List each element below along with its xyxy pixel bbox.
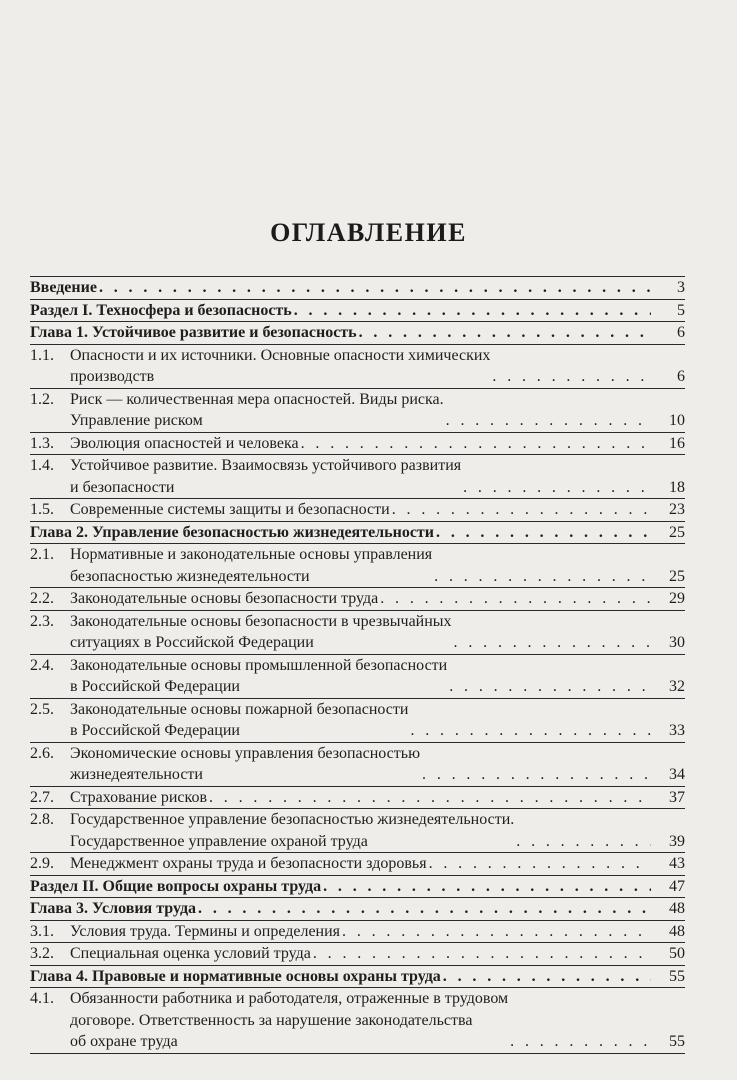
toc-page-number: 48 xyxy=(669,922,685,940)
toc-item-title: Устойчивое развитие. Взаимосвязь устойчивого развития и безопасности xyxy=(70,457,462,496)
toc-item-title: Современные системы защиты и безопасности xyxy=(70,501,390,518)
toc-heading xyxy=(30,300,685,323)
toc-item-title: Законодательные основы безопасности труда xyxy=(70,590,379,607)
dot-leader xyxy=(380,588,651,610)
toc-item-title: Глава 4. Правовые и нормативные основы охраны труда xyxy=(30,967,441,985)
dot-leader xyxy=(342,921,651,943)
dot-leader xyxy=(510,1031,651,1053)
toc-page-number: 48 xyxy=(669,900,685,917)
toc-item-title: Риск — количественная мера опасностей. Виды риска. Управление риском xyxy=(70,390,444,429)
dot-leader xyxy=(198,898,651,920)
dot-leader xyxy=(294,300,651,322)
toc-item xyxy=(30,588,685,611)
dot-leader xyxy=(446,410,651,432)
toc-item-number: 2.6. xyxy=(30,744,54,762)
toc-page-number: 29 xyxy=(669,590,685,607)
dot-leader xyxy=(422,764,651,786)
toc-item xyxy=(30,743,685,787)
toc-item xyxy=(30,455,685,499)
toc-page-number: 18 xyxy=(669,478,685,496)
dot-leader xyxy=(434,566,651,588)
toc-item xyxy=(30,809,685,853)
toc-heading xyxy=(30,322,685,345)
toc-item xyxy=(30,943,685,966)
toc-item-title: Экономические основы управления безопасностью жизнедеятельности xyxy=(70,744,421,783)
dot-leader xyxy=(429,853,651,875)
toc-item-title: Эволюция опасностей и человека xyxy=(70,434,299,452)
toc-heading xyxy=(30,898,685,921)
toc-item-number: 1.2. xyxy=(30,390,54,408)
toc-item-number: 1.1. xyxy=(30,346,54,364)
dot-leader xyxy=(443,966,651,988)
toc-item-title: Законодательные основы пожарной безопасности в Российской Федерации xyxy=(70,700,409,739)
toc-item-title: Законодательные основы безопасности в чрезвычайных ситуациях в Российской Федерации xyxy=(70,612,452,651)
toc-item xyxy=(30,611,685,655)
toc-page-number: 23 xyxy=(669,501,685,518)
toc-item-title: Глава 1. Устойчивое развитие и безопасность xyxy=(30,324,357,341)
dot-leader xyxy=(313,943,651,965)
toc-item-number: 3.1. xyxy=(30,922,54,940)
toc-item-number: 1.4. xyxy=(30,457,54,474)
toc-page-number: 37 xyxy=(669,788,685,806)
dot-leader xyxy=(436,522,651,544)
toc-item xyxy=(30,853,685,876)
toc-page-number: 39 xyxy=(669,832,685,850)
toc-item xyxy=(30,389,685,433)
toc-page-number: 6 xyxy=(677,368,685,385)
toc-item-title: Обязанности работника и работодателя, отраженные в трудовом договоре. Ответственность за нарушение законодательства об охране труда xyxy=(70,990,509,1050)
toc-page-number: 50 xyxy=(669,945,685,962)
toc-item xyxy=(30,699,685,743)
dot-leader xyxy=(410,720,651,742)
toc-item-title: Нормативные и законодательные основы управления безопасностью жизнедеятельности xyxy=(70,546,433,585)
dot-leader xyxy=(463,477,651,499)
toc-item-title: Введение xyxy=(30,279,97,296)
toc-item-number: 2.9. xyxy=(30,855,54,872)
toc-item-title: Опасности и их источники. Основные опасности химических производств xyxy=(70,346,491,385)
toc-item-title: Раздел I. Техносфера и безопасность xyxy=(30,301,292,319)
toc-page-number: 10 xyxy=(669,412,685,429)
toc-item xyxy=(30,921,685,944)
toc-item-title: Законодательные основы промышленной безопасности в Российской Федерации xyxy=(70,656,448,695)
dot-leader xyxy=(99,277,651,299)
toc-item xyxy=(30,433,685,456)
dot-leader xyxy=(392,499,651,521)
dot-leader xyxy=(359,322,651,344)
toc-item-number: 1.3. xyxy=(30,434,54,452)
toc-item-number: 3.2. xyxy=(30,945,54,962)
toc-heading xyxy=(30,876,685,899)
toc-page-number: 43 xyxy=(669,855,685,872)
toc-item-title: Страхование рисков xyxy=(70,788,207,806)
toc-page-number: 5 xyxy=(677,301,685,319)
toc-page-number: 47 xyxy=(669,877,685,895)
toc-page-number: 34 xyxy=(669,766,685,783)
toc-item-title: Условия труда. Термины и определения xyxy=(70,922,341,940)
toc-item xyxy=(30,655,685,699)
dot-leader xyxy=(301,433,651,455)
toc-item-number: 2.1. xyxy=(30,546,54,563)
toc-page-number: 25 xyxy=(669,567,685,585)
toc-item-title: Специальная оценка условий труда xyxy=(70,945,311,962)
toc-item-title: Государственное управление безопасностью жизнедеятельности. Государственное управление охраной труда xyxy=(70,811,515,850)
toc-page-number: 55 xyxy=(669,1033,685,1050)
toc-page-number: 6 xyxy=(677,324,685,341)
toc-item-number: 2.5. xyxy=(30,700,54,718)
toc-item-title: Глава 2. Управление безопасностью жизнедеятельности xyxy=(30,523,435,541)
toc-item xyxy=(30,988,685,1054)
dot-leader xyxy=(323,876,651,898)
toc-item-title: Раздел II. Общие вопросы охраны труда xyxy=(30,877,322,895)
toc-page-number: 25 xyxy=(669,523,685,541)
toc-page-number: 3 xyxy=(677,279,685,296)
toc-item-number: 4.1. xyxy=(30,990,54,1007)
toc-item xyxy=(30,345,685,389)
toc-item-number: 2.2. xyxy=(30,590,54,607)
dot-leader xyxy=(449,676,651,698)
toc-item xyxy=(30,544,685,588)
toc-page-number: 55 xyxy=(669,967,685,985)
toc-item xyxy=(30,787,685,810)
toc-heading xyxy=(30,522,685,545)
toc-heading xyxy=(30,966,685,989)
dot-leader xyxy=(454,632,651,654)
toc-item-number: 1.5. xyxy=(30,501,54,518)
dot-leader xyxy=(209,787,651,809)
table-of-contents xyxy=(30,276,685,1054)
toc-item xyxy=(30,499,685,522)
toc-heading xyxy=(30,277,685,300)
toc-item-title: Менеджмент охраны труда и безопасности здоровья xyxy=(70,855,427,872)
toc-page-number: 30 xyxy=(669,634,685,651)
toc-item-number: 2.8. xyxy=(30,811,54,828)
toc-page-number: 32 xyxy=(669,678,685,695)
toc-item-number: 2.4. xyxy=(30,656,54,674)
toc-page-number: 33 xyxy=(669,722,685,739)
toc-item-number: 2.3. xyxy=(30,612,54,630)
toc-item-number: 2.7. xyxy=(30,788,54,806)
page-title: ОГЛАВЛЕНИЕ xyxy=(270,218,467,247)
toc-page-number: 16 xyxy=(669,434,685,452)
dot-leader xyxy=(516,831,651,853)
toc-item-title: Глава 3. Условия труда xyxy=(30,900,197,917)
dot-leader xyxy=(492,366,651,388)
